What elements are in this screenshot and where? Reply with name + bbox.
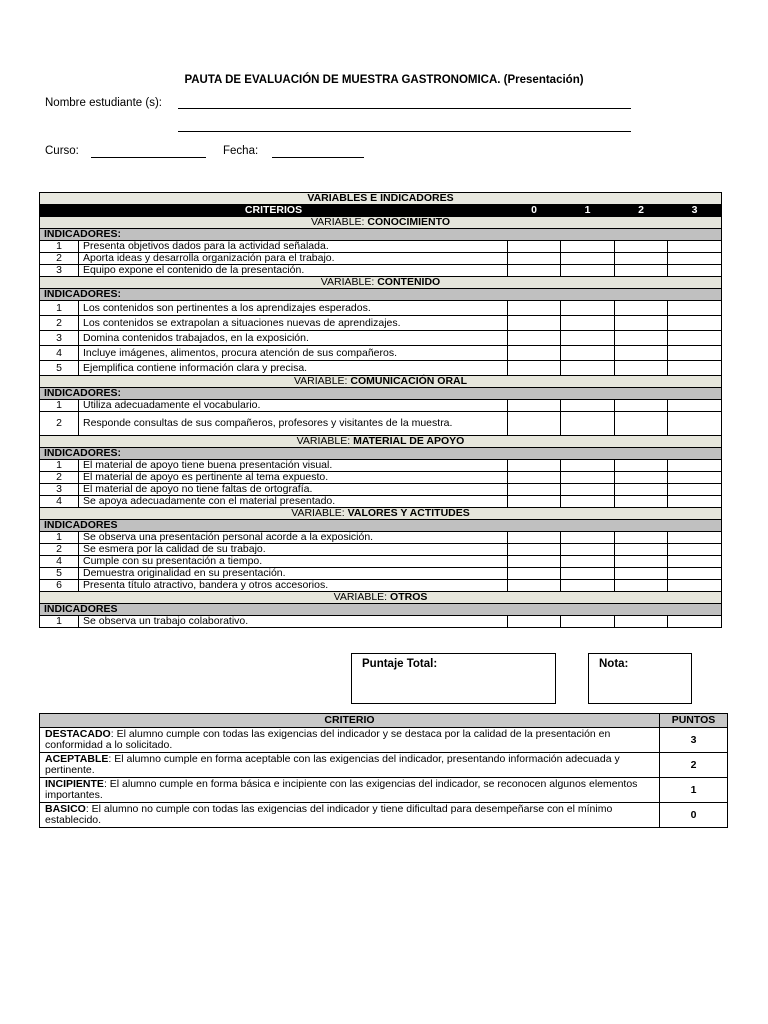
indicator-row bbox=[40, 484, 722, 496]
variable-cell bbox=[40, 508, 722, 520]
score-cell-0[interactable] bbox=[508, 556, 561, 568]
table-header-row bbox=[40, 193, 722, 205]
score-cell-0[interactable] bbox=[508, 484, 561, 496]
indicator-text: Demuestra originalidad en su presentación. bbox=[79, 568, 508, 580]
indicators-label: INDICADORES: bbox=[40, 448, 722, 460]
score-cell-0[interactable] bbox=[508, 460, 561, 472]
indicator-text: Cumple con su presentación a tiempo. bbox=[79, 556, 508, 568]
variable-row bbox=[40, 592, 722, 604]
score-cell-3[interactable] bbox=[668, 496, 722, 508]
indicator-number: 2 bbox=[40, 544, 79, 556]
indicator-number: 1 bbox=[40, 532, 79, 544]
score-cell-1[interactable] bbox=[561, 241, 615, 253]
indicator-number: 1 bbox=[40, 241, 79, 253]
score-header-2: 2 bbox=[615, 205, 668, 217]
score-cell-1[interactable] bbox=[561, 580, 615, 592]
indicator-text: Aporta ideas y desarrolla organización para el trabajo. bbox=[79, 253, 508, 265]
evaluation-table bbox=[39, 192, 722, 628]
score-cell-3[interactable] bbox=[668, 316, 722, 331]
criteria-points: 3 bbox=[660, 728, 728, 753]
indicator-row bbox=[40, 265, 722, 277]
indicator-text: Presenta objetivos dados para la actividad señalada. bbox=[79, 241, 508, 253]
score-cell-2[interactable] bbox=[615, 241, 668, 253]
indicator-row bbox=[40, 544, 722, 556]
indicator-number: 3 bbox=[40, 331, 79, 346]
indicators-row bbox=[40, 520, 722, 532]
indicators-label: INDICADORES: bbox=[40, 289, 722, 301]
indicator-number: 4 bbox=[40, 496, 79, 508]
indicators-label: INDICADORES: bbox=[40, 388, 722, 400]
score-cell-1[interactable] bbox=[561, 265, 615, 277]
score-cell-2[interactable] bbox=[615, 532, 668, 544]
score-cell-2[interactable] bbox=[615, 616, 668, 628]
score-cell-0[interactable] bbox=[508, 568, 561, 580]
score-cell-2[interactable] bbox=[615, 400, 668, 412]
indicator-number: 5 bbox=[40, 361, 79, 376]
indicator-text: Ejemplifica contiene información clara y precisa. bbox=[79, 361, 508, 376]
indicators-row bbox=[40, 388, 722, 400]
indicators-label: INDICADORES: bbox=[40, 229, 722, 241]
variable-name: VALORES Y ACTITUDES bbox=[347, 507, 470, 519]
score-cell-0[interactable] bbox=[508, 301, 561, 316]
score-cell-2[interactable] bbox=[615, 331, 668, 346]
score-cell-3[interactable] bbox=[668, 616, 722, 628]
score-cell-2[interactable] bbox=[615, 460, 668, 472]
variable-row bbox=[40, 217, 722, 229]
date-line[interactable] bbox=[272, 157, 364, 158]
criteria-description bbox=[40, 728, 660, 753]
score-cell-0[interactable] bbox=[508, 346, 561, 361]
variable-cell bbox=[40, 277, 722, 289]
score-header-1: 1 bbox=[561, 205, 615, 217]
score-cell-1[interactable] bbox=[561, 361, 615, 376]
score-cell-3[interactable] bbox=[668, 532, 722, 544]
score-cell-3[interactable] bbox=[668, 412, 722, 436]
variable-row bbox=[40, 277, 722, 289]
criteria-name: ACEPTABLE bbox=[45, 753, 109, 765]
score-cell-3[interactable] bbox=[668, 361, 722, 376]
course-label: Curso: bbox=[45, 145, 79, 157]
score-cell-2[interactable] bbox=[615, 568, 668, 580]
puntos-header: PUNTOS bbox=[660, 714, 728, 728]
score-cell-0[interactable] bbox=[508, 580, 561, 592]
criteria-row bbox=[40, 778, 728, 803]
indicator-row bbox=[40, 346, 722, 361]
variable-prefix: VARIABLE: bbox=[310, 216, 368, 228]
criteria-row bbox=[40, 803, 728, 828]
variable-cell bbox=[40, 217, 722, 229]
indicator-row bbox=[40, 361, 722, 376]
score-cell-2[interactable] bbox=[615, 544, 668, 556]
score-cell-3[interactable] bbox=[668, 265, 722, 277]
variable-name: CONTENIDO bbox=[377, 276, 441, 288]
score-cell-3[interactable] bbox=[668, 400, 722, 412]
score-cell-1[interactable] bbox=[561, 472, 615, 484]
score-cell-3[interactable] bbox=[668, 580, 722, 592]
indicator-row bbox=[40, 496, 722, 508]
variable-prefix: VARIABLE: bbox=[333, 591, 391, 603]
indicator-number: 1 bbox=[40, 460, 79, 472]
criteria-name: DESTACADO bbox=[45, 728, 111, 740]
score-cell-0[interactable] bbox=[508, 496, 561, 508]
indicator-row bbox=[40, 460, 722, 472]
indicator-number: 2 bbox=[40, 472, 79, 484]
indicator-number: 4 bbox=[40, 346, 79, 361]
score-cell-1[interactable] bbox=[561, 400, 615, 412]
score-cell-0[interactable] bbox=[508, 241, 561, 253]
score-cell-1[interactable] bbox=[561, 484, 615, 496]
student-name-label: Nombre estudiante (s): bbox=[45, 97, 162, 109]
indicator-number: 2 bbox=[40, 253, 79, 265]
score-cell-0[interactable] bbox=[508, 616, 561, 628]
course-line[interactable] bbox=[91, 157, 206, 158]
indicator-number: 1 bbox=[40, 616, 79, 628]
variable-cell bbox=[40, 376, 722, 388]
score-cell-2[interactable] bbox=[615, 496, 668, 508]
indicator-number: 2 bbox=[40, 412, 79, 436]
indicator-row bbox=[40, 400, 722, 412]
criteria-row bbox=[40, 728, 728, 753]
variable-prefix: VARIABLE: bbox=[291, 507, 348, 519]
indicator-number: 2 bbox=[40, 316, 79, 331]
variable-prefix: VARIABLE: bbox=[296, 435, 354, 447]
score-cell-1[interactable] bbox=[561, 331, 615, 346]
score-cell-1[interactable] bbox=[561, 616, 615, 628]
variable-prefix: VARIABLE: bbox=[293, 375, 351, 387]
score-cell-3[interactable] bbox=[668, 301, 722, 316]
score-cell-0[interactable] bbox=[508, 400, 561, 412]
indicator-row bbox=[40, 556, 722, 568]
score-header-0: 0 bbox=[508, 205, 561, 217]
criteria-description bbox=[40, 778, 660, 803]
criteria-row bbox=[40, 753, 728, 778]
score-cell-3[interactable] bbox=[668, 544, 722, 556]
variable-cell bbox=[40, 592, 722, 604]
indicator-number: 1 bbox=[40, 400, 79, 412]
variable-row bbox=[40, 376, 722, 388]
score-cell-3[interactable] bbox=[668, 484, 722, 496]
indicator-number: 1 bbox=[40, 301, 79, 316]
criteria-points: 0 bbox=[660, 803, 728, 828]
indicator-text: El material de apoyo es pertinente al tema expuesto. bbox=[79, 472, 508, 484]
indicator-row bbox=[40, 412, 722, 436]
score-cell-1[interactable] bbox=[561, 412, 615, 436]
score-cell-2[interactable] bbox=[615, 265, 668, 277]
score-cell-0[interactable] bbox=[508, 331, 561, 346]
indicator-text: Se observa una presentación personal acorde a la exposición. bbox=[79, 532, 508, 544]
indicator-text: Los contenidos son pertinentes a los aprendizajes esperados. bbox=[79, 301, 508, 316]
student-name-line[interactable] bbox=[178, 108, 631, 109]
score-cell-3[interactable] bbox=[668, 556, 722, 568]
score-cell-3[interactable] bbox=[668, 472, 722, 484]
score-cell-2[interactable] bbox=[615, 484, 668, 496]
criteria-header-row bbox=[40, 714, 728, 728]
variable-name: OTROS bbox=[390, 591, 428, 603]
score-cell-1[interactable] bbox=[561, 316, 615, 331]
grade-label: Nota: bbox=[599, 658, 629, 670]
score-cell-3[interactable] bbox=[668, 460, 722, 472]
indicator-number: 3 bbox=[40, 265, 79, 277]
score-cell-0[interactable] bbox=[508, 316, 561, 331]
indicators-row bbox=[40, 448, 722, 460]
variable-name: COMUNICACIÓN ORAL bbox=[350, 375, 468, 387]
criterio-header: CRITERIO bbox=[40, 714, 660, 728]
criteria-points: 2 bbox=[660, 753, 728, 778]
score-cell-2[interactable] bbox=[615, 361, 668, 376]
score-cell-3[interactable] bbox=[668, 253, 722, 265]
score-cell-1[interactable] bbox=[561, 346, 615, 361]
indicators-row bbox=[40, 289, 722, 301]
score-header-3: 3 bbox=[668, 205, 722, 217]
score-cell-1[interactable] bbox=[561, 496, 615, 508]
score-cell-2[interactable] bbox=[615, 253, 668, 265]
score-cell-0[interactable] bbox=[508, 361, 561, 376]
indicator-text: Domina contenidos trabajados, en la exposición. bbox=[79, 331, 508, 346]
indicator-row bbox=[40, 616, 722, 628]
score-cell-0[interactable] bbox=[508, 532, 561, 544]
score-cell-2[interactable] bbox=[615, 301, 668, 316]
criteria-points: 1 bbox=[660, 778, 728, 803]
indicator-text: Se apoya adecuadamente con el material presentado. bbox=[79, 496, 508, 508]
criteria-name: BASICO bbox=[45, 803, 86, 815]
criterios-label: CRITERIOS bbox=[40, 205, 508, 217]
indicators-label: INDICADORES bbox=[40, 604, 722, 616]
indicator-row bbox=[40, 331, 722, 346]
score-cell-2[interactable] bbox=[615, 346, 668, 361]
indicators-row bbox=[40, 229, 722, 241]
date-label: Fecha: bbox=[223, 145, 259, 157]
score-cell-3[interactable] bbox=[668, 568, 722, 580]
score-cell-0[interactable] bbox=[508, 412, 561, 436]
criteria-text: : El alumno cumple en forma aceptable con las exigencias del indicador, presentando información adecuada y pertinente. bbox=[45, 753, 620, 776]
indicator-text: Equipo expone el contenido de la presentación. bbox=[79, 265, 508, 277]
criteria-table bbox=[39, 713, 728, 828]
score-cell-2[interactable] bbox=[615, 580, 668, 592]
variable-prefix: VARIABLE: bbox=[320, 276, 378, 288]
variable-row bbox=[40, 508, 722, 520]
indicator-row bbox=[40, 568, 722, 580]
indicator-text: Responde consultas de sus compañeros, profesores y visitantes de la muestra. bbox=[79, 412, 508, 436]
score-cell-2[interactable] bbox=[615, 412, 668, 436]
score-cell-1[interactable] bbox=[561, 532, 615, 544]
variable-row bbox=[40, 436, 722, 448]
indicator-text: Utiliza adecuadamente el vocabulario. bbox=[79, 400, 508, 412]
indicator-text: El material de apoyo tiene buena presentación visual. bbox=[79, 460, 508, 472]
indicators-row bbox=[40, 604, 722, 616]
student-name-line-2[interactable] bbox=[178, 131, 631, 132]
criteria-text: : El alumno cumple con todas las exigencias del indicador y se destaca por la calidad de la presentación en conformidad a lo solicitado. bbox=[45, 728, 611, 751]
table-header: VARIABLES E INDICADORES bbox=[40, 193, 722, 205]
score-cell-0[interactable] bbox=[508, 544, 561, 556]
score-cell-0[interactable] bbox=[508, 253, 561, 265]
indicator-number: 6 bbox=[40, 580, 79, 592]
indicator-text: Se observa un trabajo colaborativo. bbox=[79, 616, 508, 628]
indicator-number: 3 bbox=[40, 484, 79, 496]
score-cell-1[interactable] bbox=[561, 556, 615, 568]
page-title: PAUTA DE EVALUACIÓN DE MUESTRA GASTRONOMICA. (Presentación) bbox=[184, 74, 584, 86]
indicator-number: 5 bbox=[40, 568, 79, 580]
variable-cell bbox=[40, 436, 722, 448]
score-cell-1[interactable] bbox=[561, 544, 615, 556]
criteria-text: : El alumno no cumple con todas las exigencias del indicador y tiene dificultad para desempeñarse con el mínimo establecido. bbox=[45, 803, 613, 826]
score-cell-1[interactable] bbox=[561, 253, 615, 265]
indicator-text: Los contenidos se extrapolan a situaciones nuevas de aprendizajes. bbox=[79, 316, 508, 331]
criteria-description bbox=[40, 803, 660, 828]
variable-name: MATERIAL DE APOYO bbox=[353, 435, 465, 447]
score-cell-2[interactable] bbox=[615, 472, 668, 484]
total-score-box[interactable] bbox=[351, 653, 556, 704]
score-cell-3[interactable] bbox=[668, 346, 722, 361]
indicator-text: Presenta título atractivo, bandera y otros accesorios. bbox=[79, 580, 508, 592]
criteria-name: INCIPIENTE bbox=[45, 778, 104, 790]
indicator-row bbox=[40, 532, 722, 544]
score-cell-2[interactable] bbox=[615, 316, 668, 331]
indicators-label: INDICADORES bbox=[40, 520, 722, 532]
indicator-row bbox=[40, 472, 722, 484]
score-cell-3[interactable] bbox=[668, 331, 722, 346]
score-cell-0[interactable] bbox=[508, 265, 561, 277]
criteria-header-row bbox=[40, 205, 722, 217]
grade-box[interactable] bbox=[588, 653, 692, 704]
variable-name: CONOCIMIENTO bbox=[367, 216, 451, 228]
criteria-text: : El alumno cumple en forma básica e incipiente con las exigencias del indicador, se reconocen algunos elementos importantes. bbox=[45, 778, 638, 801]
score-cell-1[interactable] bbox=[561, 301, 615, 316]
criteria-description bbox=[40, 753, 660, 778]
indicator-text: Incluye imágenes, alimentos, procura atención de sus compañeros. bbox=[79, 346, 508, 361]
score-cell-1[interactable] bbox=[561, 460, 615, 472]
indicator-row bbox=[40, 241, 722, 253]
score-cell-0[interactable] bbox=[508, 472, 561, 484]
total-score-label: Puntaje Total: bbox=[362, 658, 438, 670]
indicator-text: Se esmera por la calidad de su trabajo. bbox=[79, 544, 508, 556]
indicator-row bbox=[40, 580, 722, 592]
score-cell-3[interactable] bbox=[668, 241, 722, 253]
score-cell-2[interactable] bbox=[615, 556, 668, 568]
indicator-row bbox=[40, 253, 722, 265]
indicator-row bbox=[40, 316, 722, 331]
indicator-row bbox=[40, 301, 722, 316]
indicator-text: El material de apoyo no tiene faltas de ortografía. bbox=[79, 484, 508, 496]
indicator-number: 4 bbox=[40, 556, 79, 568]
score-cell-1[interactable] bbox=[561, 568, 615, 580]
